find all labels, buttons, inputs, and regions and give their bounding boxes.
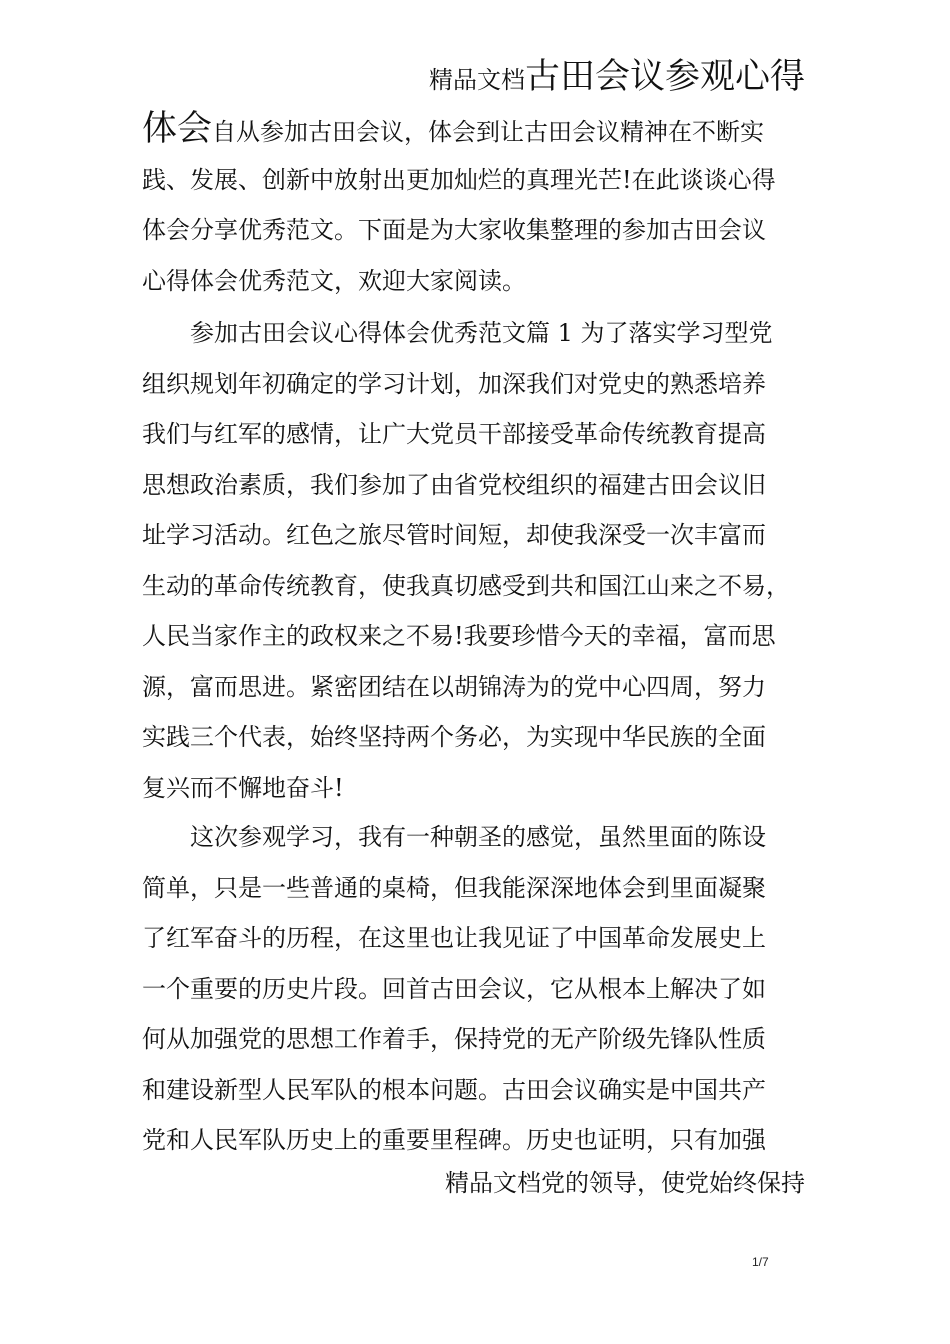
paragraph-line: 和建设新型人民军队的根本问题。古田会议确实是中国共产 <box>142 1075 766 1104</box>
paragraph-line: 简单，只是一些普通的桌椅，但我能深深地体会到里面凝聚 <box>142 873 766 902</box>
intro-paragraph <box>142 104 842 306</box>
page-number: 1/7 <box>752 1255 769 1269</box>
paragraph-line: 人民当家作主的政权来之不易!我要珍惜今天的幸福，富而思 <box>142 622 776 650</box>
paragraph-line: 参加古田会议心得体会优秀范文篇 1 为了落实学习型党 <box>190 319 773 347</box>
paragraph-1 <box>142 308 842 813</box>
paragraph-line: 我们与红军的感情，让广大党员干部接受革命传统教育提高 <box>142 420 766 448</box>
paragraph-line: 了红军奋斗的历程，在这里也让我见证了中国革命发展史上 <box>142 924 766 952</box>
paragraph-line: 复兴而不懈地奋斗! <box>142 773 344 802</box>
paragraph-line: 思想政治素质，我们参加了由省党校组织的福建古田会议旧 <box>142 470 766 499</box>
intro-line: 心得体会优秀范文，欢迎大家阅读。 <box>142 266 526 295</box>
paragraph-line: 址学习活动。红色之旅尽管时间短，却使我深受一次丰富而 <box>142 521 766 549</box>
footer-text: 党的领导，使党始终保持 <box>541 1169 805 1197</box>
page-footer <box>0 1158 805 1208</box>
intro-line: 体会自从参加古田会议，体会到让古田会议精神在不断实 <box>142 109 765 149</box>
paragraph-line: 党和人民军队历史上的重要里程碑。历史也证明，只有加强 <box>142 1126 766 1154</box>
paragraph-line: 源，富而思进。紧密团结在以胡锦涛为的党中心四周，努力 <box>142 672 766 701</box>
document-title-continued: 体会 <box>142 109 213 149</box>
paragraph-line: 一个重要的历史片段。回首古田会议，它从根本上解决了如 <box>142 974 766 1003</box>
intro-line: 体会分享优秀范文。下面是为大家收集整理的参加古田会议 <box>142 216 766 244</box>
paragraph-line: 生动的革命传统教育，使我真切感受到共和国江山来之不易， <box>142 571 790 600</box>
intro-line: 践、发展、创新中放射出更加灿烂的真理光芒!在此谈谈心得 <box>142 165 776 194</box>
paragraph-line: 这次参观学习，我有一种朝圣的感觉，虽然里面的陈设 <box>190 823 766 851</box>
paragraph-2 <box>142 812 842 1166</box>
footer-label: 精品文档 <box>445 1169 541 1197</box>
document-header <box>0 52 805 102</box>
paragraph-line: 实践三个代表，始终坚持两个务必，为实现中华民族的全面 <box>142 723 766 751</box>
header-label: 精品文档 <box>428 66 525 94</box>
paragraph-line: 何从加强党的思想工作着手，保持党的无产阶级先锋队性质 <box>142 1025 766 1053</box>
paragraph-line: 组织规划年初确定的学习计划，加深我们对党史的熟悉培养 <box>142 369 766 398</box>
document-title: 古田会议参观心得 <box>524 57 805 97</box>
